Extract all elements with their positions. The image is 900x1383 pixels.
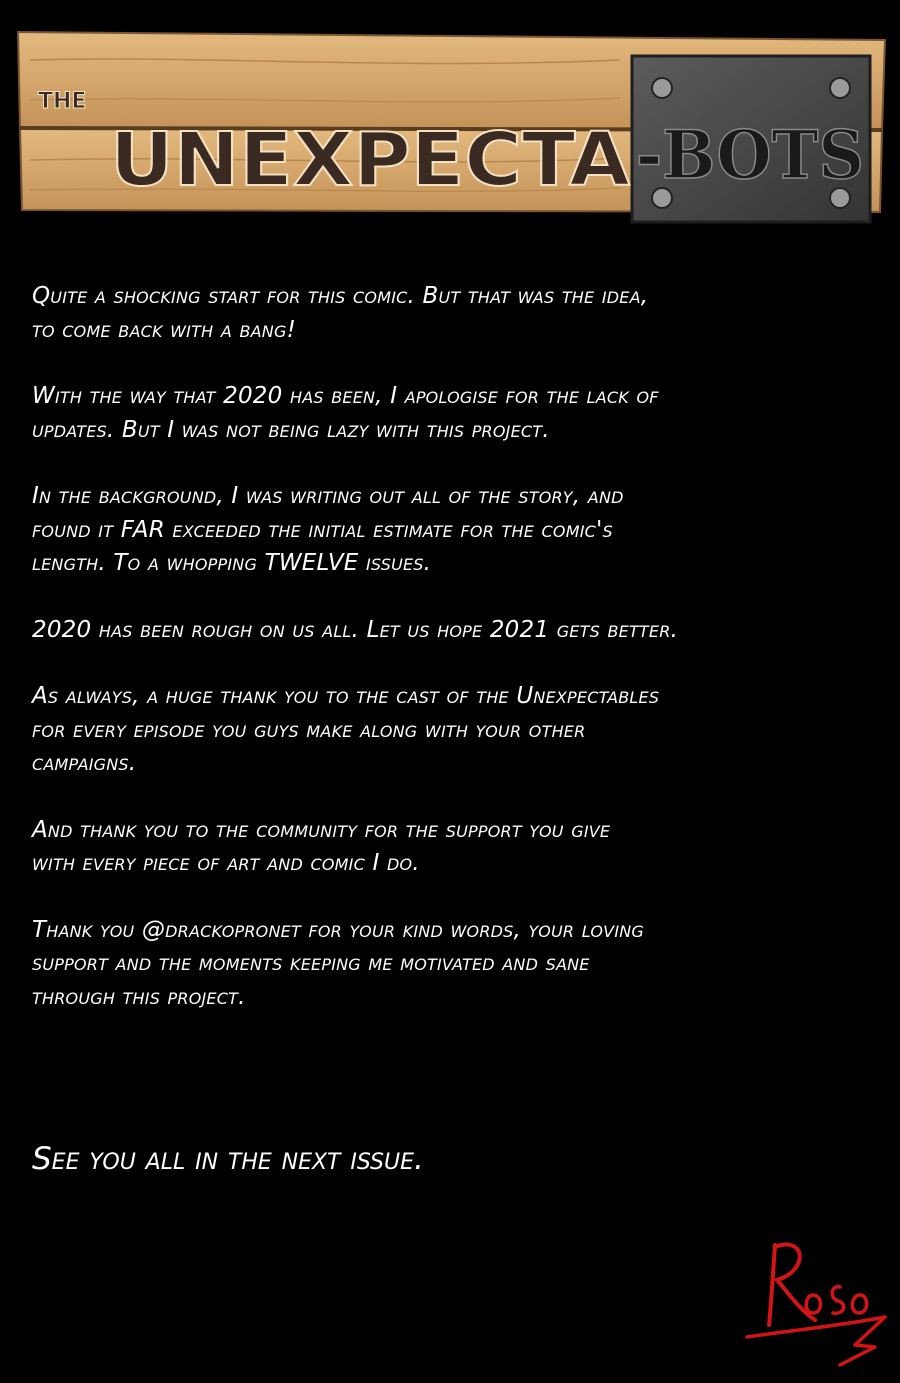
title-bots: -BOTS (636, 116, 864, 194)
note-paragraph: And thank you to the community for the support you give with every piece of art and comic I do. (32, 816, 611, 876)
note-paragraph: With the way that 2020 has been, I apologise for the lack of updates. But I was not being lazy with this project. (32, 383, 659, 443)
title-main: UNEXPECTA (110, 117, 630, 203)
note-paragraph: 2020 has been rough on us all. Let us hope 2021 gets better. (32, 616, 679, 643)
note-paragraph: Quite a shocking start for this comic. But that was the idea, to come back with a bang! (32, 283, 649, 343)
author-notes (32, 280, 882, 1047)
note-paragraph: In the background, I was writing out all of the story, and found it FAR exceeded the initial estimate for the comic's length. To a whopping TWELVE issues. (32, 483, 624, 576)
title-banner (0, 0, 900, 240)
bolt-icon (652, 78, 672, 98)
bolt-icon (830, 78, 850, 98)
title-the: THE (38, 89, 87, 114)
note-paragraph: As always, a huge thank you to the cast of the Unexpectables for every episode you guys make along with your other campaigns. (32, 683, 660, 776)
note-paragraph: Thank you @drackopronet for your kind words, your loving support and the moments keeping me motivated and sane through this project. (32, 916, 645, 1010)
signoff-text: See you all in the next issue. (32, 1141, 424, 1177)
author-signature (735, 1225, 895, 1370)
